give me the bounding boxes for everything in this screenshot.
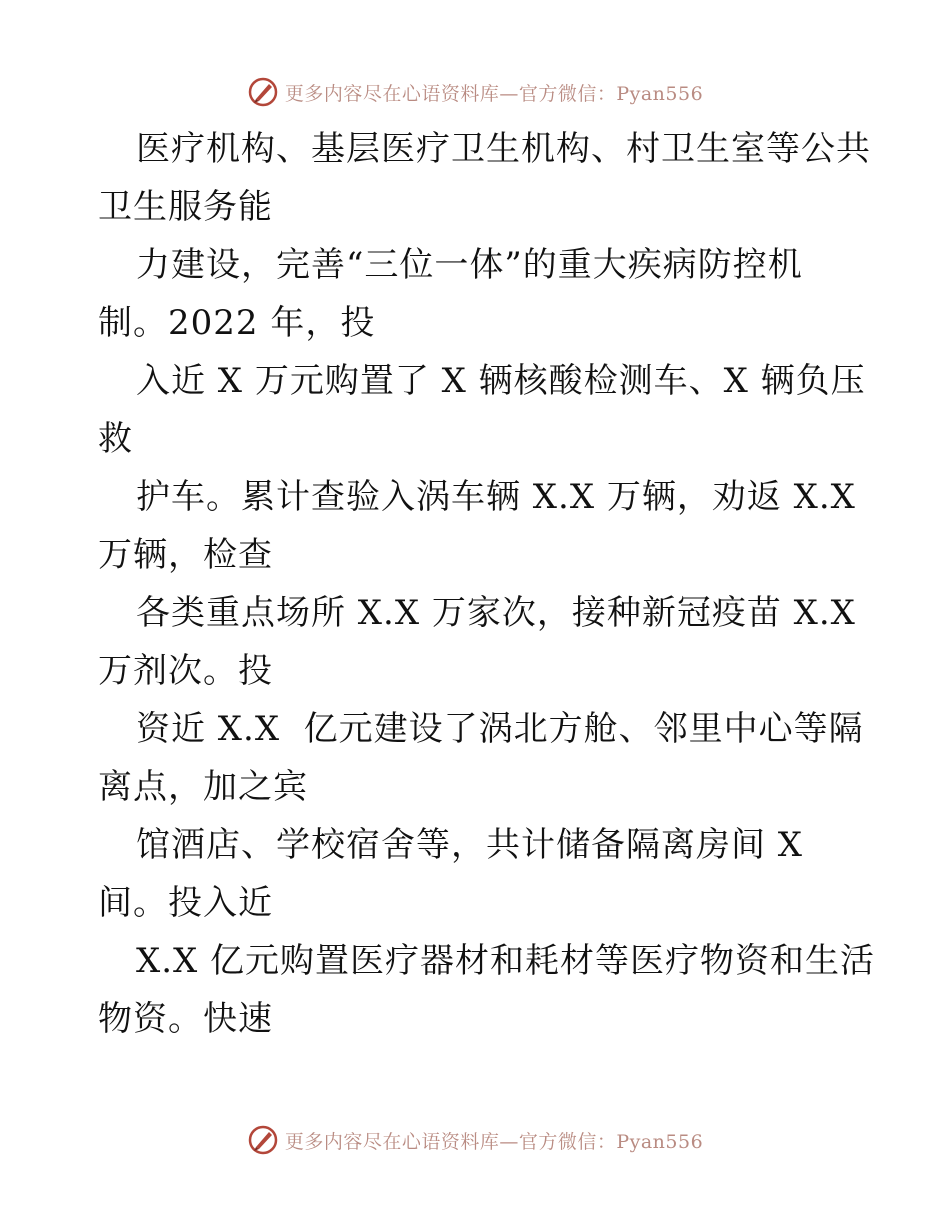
text-line: 万剂次。投 [98, 651, 273, 691]
quill-pen-logo-icon [247, 76, 279, 108]
text-line: 资近 X.X 亿元建设了涡北方舱、邻里中心等隔 [136, 709, 864, 749]
quill-pen-logo-icon [247, 1124, 279, 1156]
footer-watermark [0, 1120, 950, 1160]
text-line: 间。投入近 [98, 883, 273, 923]
text-line: 力建设，完善“三位一体”的重大疾病防控机 [136, 245, 803, 285]
text-line: 护车。累计查验入涡车辆 X.X 万辆，劝返 X.X [136, 477, 856, 517]
document-body [98, 120, 876, 1048]
text-line: 离点，加之宾 [98, 767, 308, 807]
text-line: X.X 亿元购置医疗器材和耗材等医疗物资和生活 [136, 941, 876, 981]
text-line: 入近 X 万元购置了 X 辆核酸检测车、X 辆负压 [136, 361, 866, 401]
watermark-text: 更多内容尽在心语资料库—官方微信：Pyan556 [284, 1130, 704, 1153]
watermark-text: 更多内容尽在心语资料库—官方微信：Pyan556 [284, 82, 704, 105]
text-line: 物资。快速 [98, 999, 273, 1039]
text-line: 救 [98, 419, 133, 459]
text-line: 各类重点场所 X.X 万家次，接种新冠疫苗 X.X [136, 593, 856, 633]
text-line: 制。2022 年，投 [98, 303, 376, 343]
header-watermark [0, 72, 950, 112]
text-line: 馆酒店、学校宿舍等，共计储备隔离房间 X [136, 825, 804, 865]
text-line: 万辆，检查 [98, 535, 273, 575]
text-line: 卫生服务能 [98, 187, 273, 227]
text-line: 医疗机构、基层医疗卫生机构、村卫生室等公共 [136, 129, 871, 169]
